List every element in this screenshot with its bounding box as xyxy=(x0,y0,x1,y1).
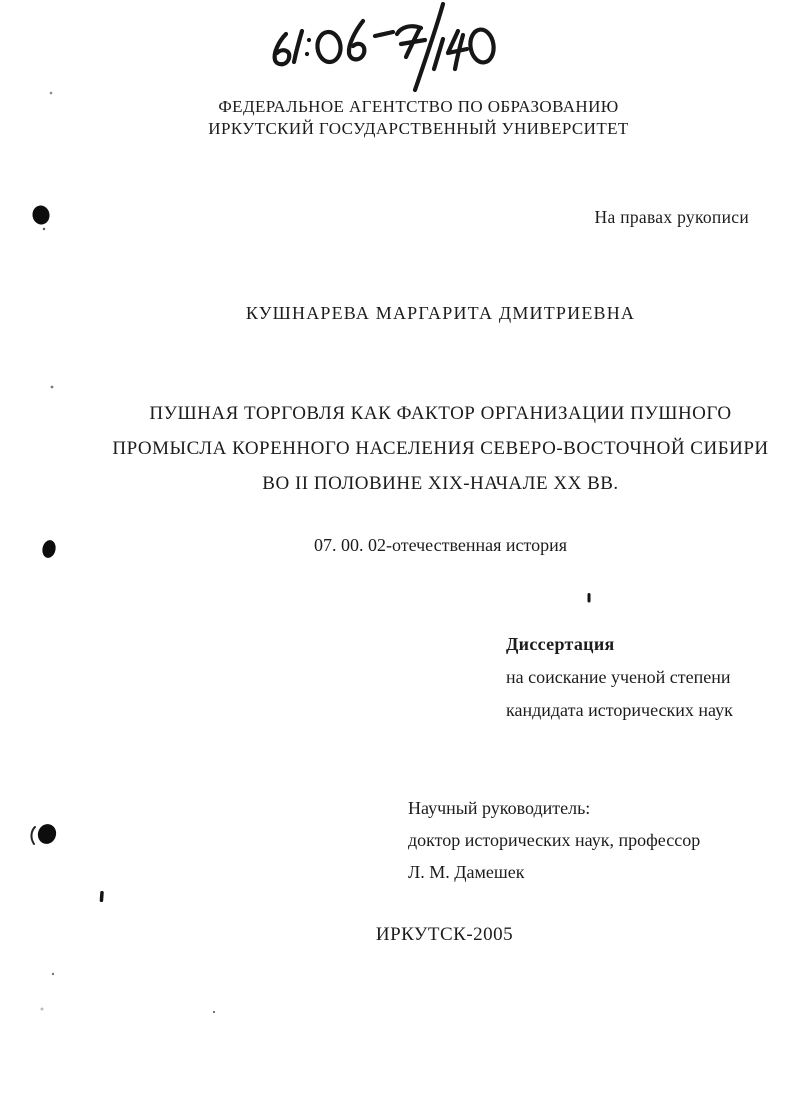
degree-line-2: на соискание ученой степени xyxy=(506,667,731,687)
degree-line-1: Диссертация xyxy=(506,634,615,654)
ink-dot-1 xyxy=(43,228,45,230)
title-line-2: ПРОМЫСЛА КОРЕННОГО НАСЕЛЕНИЯ СЕВЕРО-ВОСТОЧНОЙ СИБИРИ xyxy=(112,438,769,459)
ink-blot-3 xyxy=(35,822,59,847)
speck-2 xyxy=(51,386,54,389)
manuscript-note: На правах рукописи xyxy=(594,207,749,227)
handwritten-code xyxy=(262,0,502,92)
ink-tick-2 xyxy=(100,891,104,902)
speck-1 xyxy=(50,92,53,95)
supervisor-line-3: Л. М. Дамешек xyxy=(408,862,525,882)
supervisor-line-2: доктор исторических наук, профессор xyxy=(408,830,701,850)
author-name: КУШНАРЕВА МАРГАРИТА ДМИТРИЕВНА xyxy=(245,303,636,323)
ink-tick-1 xyxy=(588,593,591,603)
degree-statement xyxy=(506,628,733,727)
degree-line-3: кандидата исторических наук xyxy=(506,700,733,720)
ink-blot-1 xyxy=(31,204,51,226)
city-year: ИРКУТСК-2005 xyxy=(375,924,514,945)
speck-3 xyxy=(52,973,54,975)
ink-curl xyxy=(31,827,35,844)
dissertation-title xyxy=(0,396,797,501)
title-line-3: ВО II ПОЛОВИНЕ XIX-НАЧАЛЕ XX ВВ. xyxy=(262,473,619,494)
agency-line: ФЕДЕРАЛЬНОЕ АГЕНТСТВО ПО ОБРАЗОВАНИЮ xyxy=(218,97,619,116)
speck-4 xyxy=(41,1008,44,1011)
speck-5 xyxy=(213,1011,215,1013)
university-line: ИРКУТСКИЙ ГОСУДАРСТВЕННЫЙ УНИВЕРСИТЕТ xyxy=(208,119,629,138)
title-line-1: ПУШНАЯ ТОРГОВЛЯ КАК ФАКТОР ОРГАНИЗАЦИИ ПУШНОГО xyxy=(149,403,732,424)
institution-header xyxy=(0,96,797,140)
supervisor-info xyxy=(408,792,700,888)
supervisor-line-1: Научный руководитель: xyxy=(408,798,591,818)
specialty-code: 07. 00. 02-отечественная история xyxy=(313,535,568,555)
